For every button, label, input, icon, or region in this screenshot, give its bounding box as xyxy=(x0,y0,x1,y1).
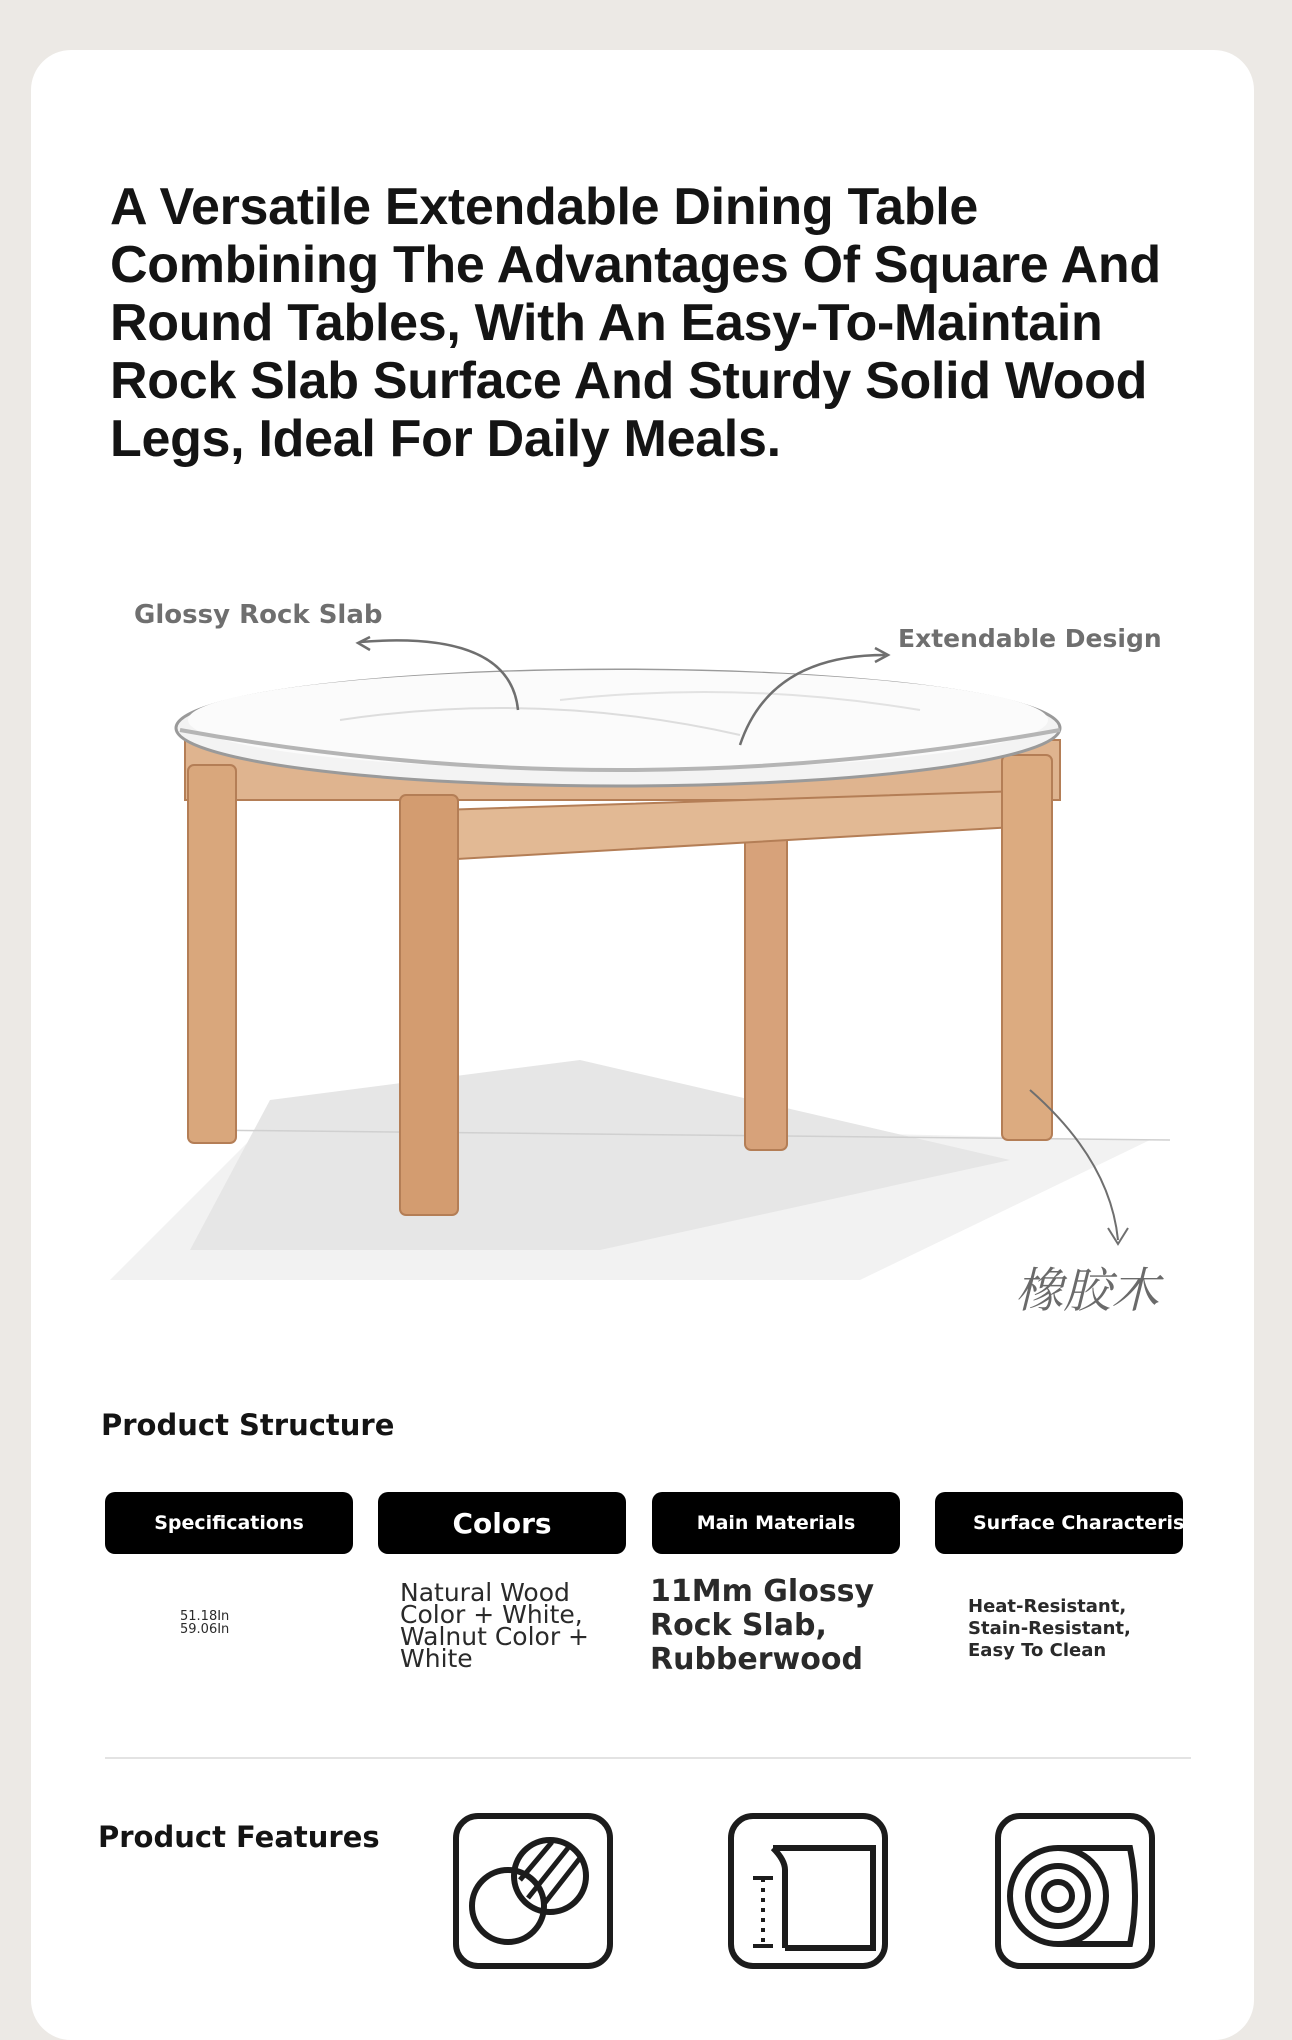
colors-value: Natural Wood Color + White, Walnut Color + White xyxy=(400,1578,589,1673)
main-materials-value: 11Mm Glossy Rock Slab, Rubberwood xyxy=(650,1574,875,1677)
extendable-panel-icon xyxy=(723,1808,893,1973)
section-divider xyxy=(105,1757,1191,1759)
callout-glossy-rock-slab: Glossy Rock Slab xyxy=(134,600,383,630)
product-structure-title: Product Structure xyxy=(101,1408,395,1442)
leg-front-middle xyxy=(400,795,458,1215)
headline: A Versatile Extendable Dining Table Combining The Advantages Of Square And Round Tables, With An Easy-To-Maintain Rock Slab Surface And Sturdy Solid Wood Legs, Ideal For Daily Meals. xyxy=(110,178,1161,468)
specifications-value-line1: 51.18In xyxy=(180,1609,230,1624)
table-illustration xyxy=(40,560,1240,1320)
handwritten-wood-note: 橡胶木 xyxy=(1015,1263,1160,1319)
callout-extendable-design: Extendable Design xyxy=(898,624,1162,653)
specifications-value-line2: 59.06In xyxy=(180,1622,230,1637)
main-materials-header: Main Materials xyxy=(652,1492,900,1554)
surface-characteristics-header: Surface Characteristics xyxy=(935,1492,1183,1554)
wood-grain-log-icon xyxy=(990,1808,1160,1973)
specifications-header: Specifications xyxy=(105,1492,353,1554)
specifications-value xyxy=(180,1610,229,1636)
leg-front-left xyxy=(188,765,236,1143)
colors-header: Colors xyxy=(378,1492,626,1554)
leg-back-right xyxy=(745,830,787,1150)
leg-front-right xyxy=(1002,755,1052,1140)
surface-characteristics-value: Heat-Resistant, Stain-Resistant, Easy To Clean xyxy=(968,1596,1131,1661)
product-features-title: Product Features xyxy=(98,1820,380,1854)
rock-slab-texture-icon xyxy=(448,1808,618,1973)
